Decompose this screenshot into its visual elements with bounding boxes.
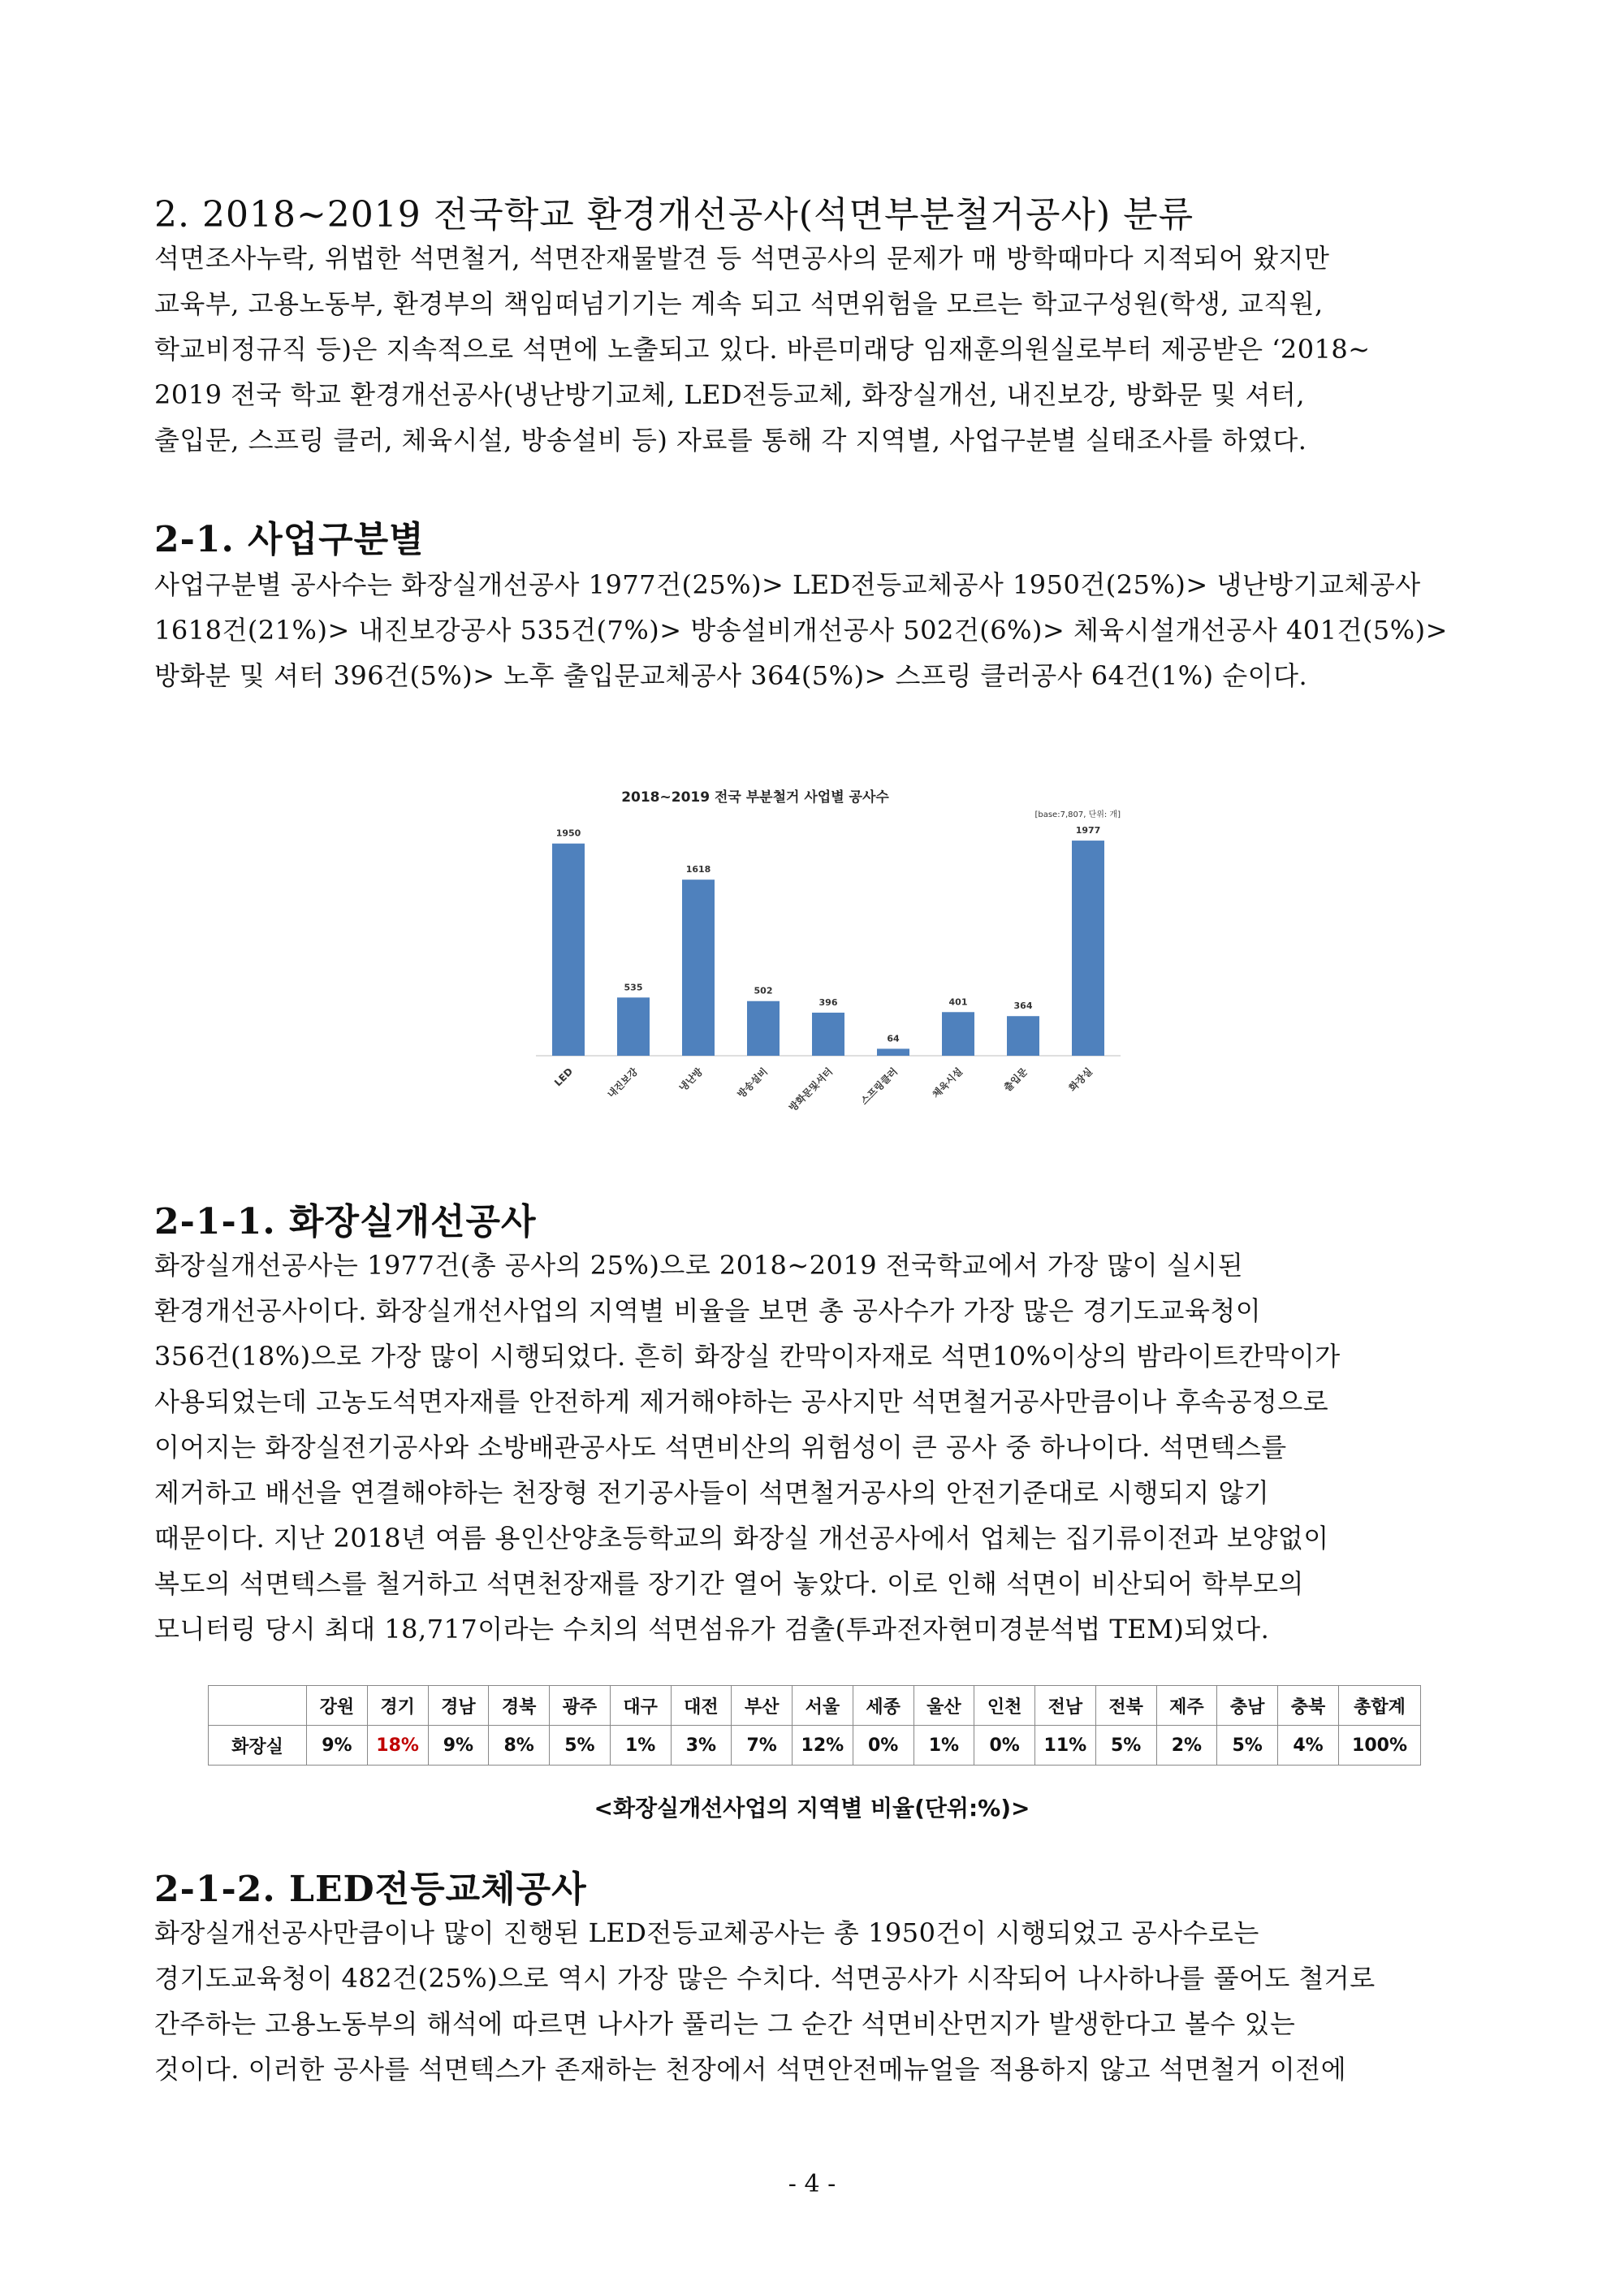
- table-cell: 7%: [732, 1726, 793, 1766]
- chart-category-label-5: 스프링클러: [858, 1065, 901, 1108]
- table-cell: 9%: [428, 1726, 489, 1766]
- paragraph-line: 사업구분별 공사수는 화장실개선공사 1977건(25%)> LED전등교체공사 1950건(25%)> 냉난방기교체공사: [154, 569, 1421, 600]
- bar-chart: [520, 776, 1137, 1182]
- table-cell: 5%: [550, 1726, 611, 1766]
- chart-data-label-0: 1950: [555, 828, 581, 839]
- table-row: [209, 1726, 1421, 1766]
- chart-category-label-4: 방화문및셔터: [787, 1065, 836, 1114]
- table-header-row: [209, 1686, 1421, 1726]
- chart-subtitle: [base:7,807, 단위: 개]: [1034, 810, 1121, 819]
- bar-chart-svg: [520, 776, 1137, 1182]
- table-cell: 12%: [793, 1726, 853, 1766]
- table-header-cell: 부산: [732, 1686, 793, 1726]
- paragraph-line: 출입문, 스프링 클러, 체육시설, 방송설비 등) 자료를 통해 각 지역별, 사업구분별 실태조사를 하였다.: [154, 425, 1307, 456]
- paragraph-line: 경기도교육청이 482건(25%)으로 역시 가장 많은 수치다. 석면공사가 시작되어 나사하나를 풀어도 철거로: [154, 1963, 1376, 1994]
- table-cell: 9%: [307, 1726, 368, 1766]
- table-header-cell: 강원: [307, 1686, 368, 1726]
- table-header-cell: 충북: [1278, 1686, 1339, 1726]
- paragraph-line: 학교비정규직 등)은 지속적으로 석면에 노출되고 있다. 바른미래당 임재훈의원실로부터 제공받은 ‘2018~: [154, 334, 1371, 365]
- paragraph-line: 제거하고 배선을 연결해야하는 천장형 전기공사들이 석면철거공사의 안전기준대로 시행되지 않기: [154, 1477, 1270, 1508]
- chart-data-label-1: 535: [624, 982, 643, 993]
- chart-title: 2018~2019 전국 부분철거 사업별 공사수: [621, 789, 889, 806]
- paragraph-line: 방화분 및 셔터 396건(5%)> 노후 출입문교체공사 364(5%)> 스프링 클러공사 64건(1%) 순이다.: [154, 660, 1308, 691]
- table-header-cell: 울산: [914, 1686, 974, 1726]
- table-header-cell: 대구: [610, 1686, 671, 1726]
- chart-data-label-6: 401: [948, 996, 968, 1008]
- chart-bar-0: [552, 844, 585, 1056]
- paragraph-line: 것이다. 이러한 공사를 석면텍스가 존재하는 천장에서 석면안전메뉴얼을 적용하지 않고 석면철거 이전에: [154, 2054, 1347, 2085]
- table-cell: 100%: [1339, 1726, 1421, 1766]
- table-cell: 5%: [1095, 1726, 1156, 1766]
- chart-data-label-3: 502: [754, 985, 773, 996]
- chart-category-label-1: 내진보강: [605, 1065, 641, 1100]
- table-cell: 8%: [489, 1726, 550, 1766]
- chart-bar-1: [617, 997, 650, 1056]
- paragraph-main: [154, 236, 1486, 463]
- table-cell: 1%: [914, 1726, 974, 1766]
- section-heading-2-1-2: 2-1-2. LED전등교체공사: [154, 1869, 587, 1910]
- paragraph-2-1-2: [154, 1910, 1486, 2092]
- paragraph-line: 교육부, 고용노동부, 환경부의 책임떠넘기기는 계속 되고 석면위험을 모르는 학교구성원(학생, 교직원,: [154, 288, 1324, 319]
- paragraph-line: 356건(18%)으로 가장 많이 시행되었다. 흔히 화장실 칸막이자재로 석면10%이상의 밤라이트칸막이가: [154, 1341, 1341, 1372]
- table-header-cell: 경기: [367, 1686, 428, 1726]
- chart-category-label-2: 냉난방: [676, 1065, 706, 1094]
- chart-data-label-5: 64: [887, 1033, 900, 1044]
- chart-data-label-8: 1977: [1075, 825, 1101, 836]
- table-header-cell: 서울: [793, 1686, 853, 1726]
- table-header-cell: 경남: [428, 1686, 489, 1726]
- table-caption: <화장실개선사업의 지역별 비율(단위:%)>: [594, 1795, 1030, 1822]
- table-cell: 3%: [671, 1726, 732, 1766]
- chart-data-label-7: 364: [1013, 1001, 1033, 1012]
- chart-category-label-6: 체육시설: [930, 1065, 965, 1100]
- paragraph-line: 간주하는 고용노동부의 해석에 따르면 나사가 풀리는 그 순간 석면비산먼지가 발생한다고 볼수 있는: [154, 2008, 1296, 2039]
- table-header-cell: 전남: [1035, 1686, 1096, 1726]
- section-heading-2-1-1: 2-1-1. 화장실개선공사: [154, 1201, 537, 1243]
- table-header-cell: 세종: [853, 1686, 914, 1726]
- paragraph-line: 화장실개선공사만큼이나 많이 진행된 LED전등교체공사는 총 1950건이 시행되었고 공사수로는: [154, 1917, 1259, 1948]
- table-cell: 0%: [974, 1726, 1035, 1766]
- chart-bar-3: [747, 1001, 780, 1056]
- region-ratio-table: [208, 1685, 1421, 1766]
- table-header-cell: 대전: [671, 1686, 732, 1726]
- paragraph-line: 환경개선공사이다. 화장실개선사업의 지역별 비율을 보면 총 공사수가 가장 많은 경기도교육청이: [154, 1295, 1262, 1326]
- section-heading-2-1: 2-1. 사업구분별: [154, 519, 425, 560]
- page-number: - 4 -: [788, 2170, 836, 2198]
- paragraph-line: 2019 전국 학교 환경개선공사(냉난방기교체, LED전등교체, 화장실개선, 내진보강, 방화문 및 셔터,: [154, 379, 1306, 410]
- table-header-cell: 전북: [1095, 1686, 1156, 1726]
- table-cell: 0%: [853, 1726, 914, 1766]
- table-header-cell: 경북: [489, 1686, 550, 1726]
- table-cell: 5%: [1217, 1726, 1278, 1766]
- paragraph-line: 화장실개선공사는 1977건(총 공사의 25%)으로 2018~2019 전국학교에서 가장 많이 실시된: [154, 1250, 1244, 1281]
- table-cell: 4%: [1278, 1726, 1339, 1766]
- section-heading-main: 2. 2018~2019 전국학교 환경개선공사(석면부분철거공사) 분류: [154, 194, 1194, 236]
- paragraph-line: 때문이다. 지난 2018년 여름 용인산양초등학교의 화장실 개선공사에서 업체는 집기류이전과 보양없이: [154, 1523, 1329, 1554]
- table-header-cell: 충남: [1217, 1686, 1278, 1726]
- paragraph-line: 사용되었는데 고농도석면자재를 안전하게 제거해야하는 공사지만 석면철거공사만큼이나 후속공정으로: [154, 1386, 1329, 1417]
- table-cell: 2%: [1156, 1726, 1217, 1766]
- chart-data-label-2: 1618: [685, 864, 711, 875]
- table-cell: 1%: [610, 1726, 671, 1766]
- chart-bar-7: [1007, 1016, 1039, 1056]
- table-header-cell: 제주: [1156, 1686, 1217, 1726]
- table-cell: 11%: [1035, 1726, 1096, 1766]
- paragraph-line: 이어지는 화장실전기공사와 소방배관공사도 석면비산의 위험성이 큰 공사 중 하나이다. 석면텍스를: [154, 1432, 1287, 1463]
- bars-layer: [552, 825, 1104, 1113]
- chart-bar-4: [812, 1013, 844, 1056]
- chart-category-label-3: 방송설비: [735, 1065, 771, 1100]
- table-header-cell: 인천: [974, 1686, 1035, 1726]
- chart-bar-2: [682, 880, 715, 1056]
- table-header-cell: 총합계: [1339, 1686, 1421, 1726]
- paragraph-line: 모니터링 당시 최대 18,717이라는 수치의 석면섬유가 검출(투과전자현미경분석법 TEM)되었다.: [154, 1614, 1270, 1645]
- paragraph-line: 복도의 석면텍스를 철거하고 석면천장재를 장기간 열어 놓았다. 이로 인해 석면이 비산되어 학부모의: [154, 1568, 1304, 1599]
- chart-bar-5: [877, 1048, 909, 1056]
- paragraph-line: 석면조사누락, 위법한 석면철거, 석면잔재물발견 등 석면공사의 문제가 매 방학때마다 지적되어 왔지만: [154, 243, 1330, 274]
- paragraph-2-1: [154, 562, 1486, 698]
- chart-category-label-8: 화장실: [1066, 1065, 1095, 1094]
- table-header-cell: 광주: [550, 1686, 611, 1726]
- table-header-cell: [209, 1686, 307, 1726]
- chart-bar-6: [942, 1012, 974, 1056]
- table-row-label: 화장실: [209, 1726, 307, 1766]
- chart-category-label-7: 출입문: [1001, 1065, 1030, 1094]
- chart-data-label-4: 396: [818, 996, 838, 1008]
- table-cell-highlight: 18%: [367, 1726, 428, 1766]
- chart-bar-8: [1072, 841, 1104, 1056]
- paragraph-2-1-1: [154, 1243, 1486, 1652]
- paragraph-line: 1618건(21%)> 내진보강공사 535건(7%)> 방송설비개선공사 502건(6%)> 체육시설개선공사 401건(5%)>: [154, 615, 1448, 646]
- chart-category-label-0: LED: [551, 1065, 576, 1089]
